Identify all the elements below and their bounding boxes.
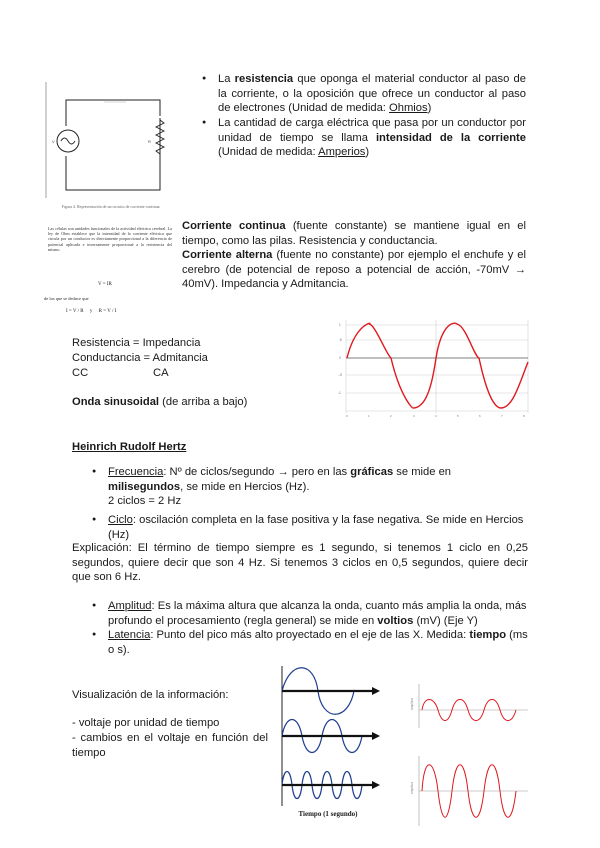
- svg-text:V: V: [52, 139, 55, 144]
- frequency-example: 2 ciclos = 2 Hz: [108, 495, 182, 507]
- frequency-bullet: ● Frecuencia: Nº de ciclos/segundo → pero en las gráficas se mide en milisegundos, se mide en Hercios (Hz). 2 ciclos = 2 Hz: [72, 465, 528, 509]
- amplitude-wave-svg: [404, 676, 534, 828]
- visualization-title: Visualización de la información:: [72, 689, 229, 701]
- equivalence-resistance: Resistencia = Impedancia: [72, 337, 201, 349]
- svg-text:-1: -1: [338, 391, 341, 395]
- current-intensity-bullet: ● La cantidad de carga eléctrica que pasa por un conductor por unidad de tiempo se llama intensidad de la corriente (Unidad de medida: Amperios): [182, 116, 526, 160]
- amplitude-wave-figure: [404, 676, 534, 828]
- svg-text:0: 0: [346, 414, 348, 418]
- svg-text:2: 2: [390, 414, 392, 418]
- visualization-item-1: - voltaje por unidad de tiempo: [72, 717, 220, 729]
- label-ca: CA: [153, 367, 169, 379]
- sine-wave-line: [347, 323, 528, 408]
- circuit-figure: [44, 80, 176, 220]
- svg-text:8: 8: [523, 414, 525, 418]
- svg-text:.5: .5: [339, 338, 342, 342]
- svg-text:7: 7: [501, 414, 503, 418]
- time-axis-caption: Tiempo (1 segundo): [298, 810, 358, 818]
- sine-wave-svg: [338, 316, 530, 418]
- hertz-heading: Heinrich Rudolf Hertz: [72, 441, 187, 453]
- latency-bullet: ● Latencia: Punto del pico más alto proyectado en el eje de las X. Medida: tiempo (ms o s).: [72, 628, 528, 657]
- amplitude-bullet: ● Amplitud: Es la máxima altura que alcanza la onda, cuanto más amplia la onda, más profundo el procesamiento (regla general) se mide en voltios (mV) (Eje Y): [72, 599, 528, 628]
- circuit-caption: Figura 4. Representación de un circuito de corriente continua.: [61, 204, 161, 209]
- svg-text:R: R: [148, 139, 151, 144]
- svg-text:1: 1: [368, 414, 370, 418]
- book-formula-1: V = IR: [98, 282, 112, 287]
- sine-wave-label: Onda sinusoidal (de arriba a bajo): [72, 396, 248, 408]
- svg-text:amplitud: amplitud: [410, 697, 414, 710]
- cycle-bullet: ● Ciclo: oscilación completa en la fase positiva y la fase negativa. Se mide en Hercios (Hz): [72, 513, 528, 542]
- alternating-current-paragraph: Corriente alterna (fuente no constante) por ejemplo el enchufe y el cerebro (de potencial de reposo a potencial de acción, -70mV → 40mV). Impedancia y Admitancia.: [182, 249, 527, 290]
- equivalence-conductance: Conductancia = Admitancia: [72, 352, 208, 364]
- visualization-item-2: - cambios en el voltaje en función del tiempo: [72, 732, 268, 759]
- sine-wave-chart: [338, 316, 530, 418]
- book-excerpt-text: Las células son unidades funcionales de la actividad eléctrica cerebral. La ley de Ohm establece que la intensidad de la corriente eléctrica que circula por un conductor es directamente proporcional a la diferencia de potencial aplicada e inversamente proporcional a la resistencia del mismo.: [48, 226, 172, 252]
- book-excerpt: [44, 226, 174, 318]
- direct-current-paragraph: Corriente continua (fuente constante) se mantiene igual en el tiempo, como las pilas. Resistencia y conductancia.: [182, 220, 526, 247]
- explanation-paragraph: Explicación: El término de tiempo siempre es 1 segundo, si tenemos 1 ciclo en 0,25 segundos, quiere decir que son 4 Hz. Si tenemos 3 ciclos en 0,5 segundos, quiere decir que son 6 Hz.: [72, 542, 528, 583]
- svg-text:5: 5: [457, 414, 459, 418]
- frequency-wave-svg: [276, 664, 382, 820]
- svg-text:-.5: -.5: [338, 373, 342, 377]
- book-line-2: de los que se deduce que: [44, 296, 89, 301]
- resistance-bullet: ● La resistencia que oponga el material conductor al paso de la corriente, o la oposición que ofrece un conductor al paso de electrones (Unidad de medida: Ohmios): [182, 72, 526, 116]
- svg-text:0: 0: [339, 356, 341, 360]
- circuit-diagram: [44, 80, 176, 220]
- svg-text:4: 4: [435, 414, 437, 418]
- frequency-wave-figure: [276, 664, 382, 820]
- svg-text:1: 1: [339, 323, 341, 327]
- book-formula-2: I = V / R y R = V / I: [66, 309, 117, 314]
- svg-text:3: 3: [413, 414, 415, 418]
- svg-text:amplitud: amplitud: [410, 781, 414, 794]
- svg-text:6: 6: [479, 414, 481, 418]
- label-cc: CC: [72, 367, 89, 379]
